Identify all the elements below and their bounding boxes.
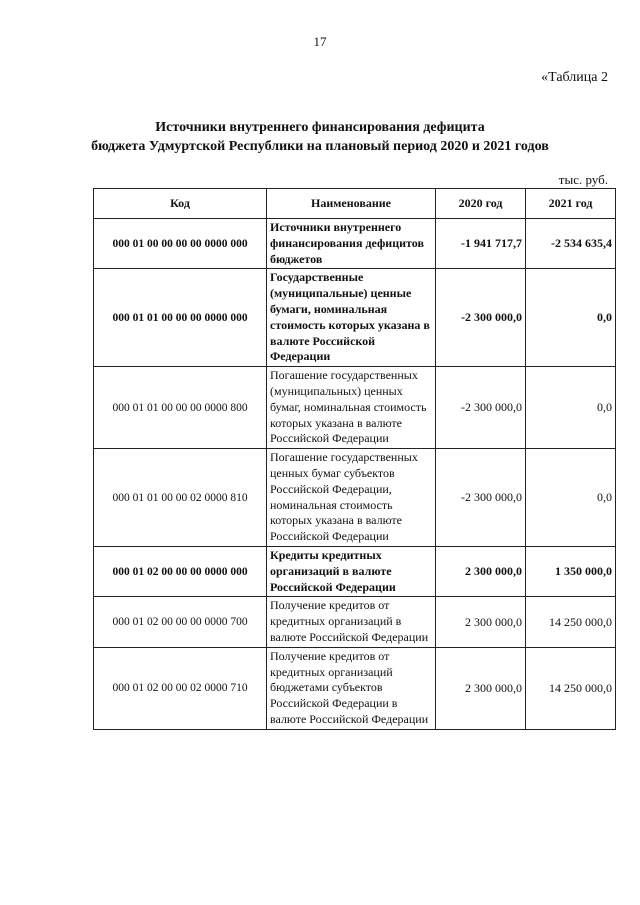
table-row [94, 367, 616, 449]
header-2021: 2021 год [526, 189, 616, 219]
title-line-1: Источники внутреннего финансирования дефицита [155, 120, 485, 135]
units-label: тыс. руб. [558, 172, 608, 187]
cell-2021: 14 250 000,0 [526, 647, 616, 729]
table-row [94, 546, 616, 596]
title-line-2: бюджета Удмуртской Республики на плановый период 2020 и 2021 годов [91, 139, 549, 154]
cell-name: Получение кредитов от кредитных организаций в валюте Российской Федерации [267, 597, 436, 647]
cell-code: 000 01 01 00 00 02 0000 810 [94, 449, 267, 547]
table-row [94, 449, 616, 547]
cell-2021: 0,0 [526, 269, 616, 367]
table-row [94, 269, 616, 367]
cell-code: 000 01 01 00 00 00 0000 800 [94, 367, 267, 449]
cell-2020: 2 300 000,0 [436, 597, 526, 647]
table-row [94, 219, 616, 269]
cell-2020: -1 941 717,7 [436, 219, 526, 269]
cell-code: 000 01 02 00 00 00 0000 700 [94, 597, 267, 647]
cell-2020: -2 300 000,0 [436, 269, 526, 367]
cell-code: 000 01 02 00 00 00 0000 000 [94, 546, 267, 596]
cell-code: 000 01 00 00 00 00 0000 000 [94, 219, 267, 269]
cell-name: Получение кредитов от кредитных организаций бюджетами субъектов Российской Федерации в валюте Российской Федерации [267, 647, 436, 729]
cell-2020: -2 300 000,0 [436, 367, 526, 449]
table-reference: «Таблица 2 [541, 70, 608, 85]
header-2020: 2020 год [436, 189, 526, 219]
cell-name: Источники внутреннего финансирования дефицитов бюджетов [267, 219, 436, 269]
header-name: Наименование [267, 189, 436, 219]
cell-2020: -2 300 000,0 [436, 449, 526, 547]
cell-2020: 2 300 000,0 [436, 647, 526, 729]
cell-2021: -2 534 635,4 [526, 219, 616, 269]
cell-code: 000 01 01 00 00 00 0000 000 [94, 269, 267, 367]
table-header-row [94, 189, 616, 219]
table-body [94, 219, 616, 730]
cell-2021: 14 250 000,0 [526, 597, 616, 647]
table-row [94, 597, 616, 647]
table-row [94, 647, 616, 729]
cell-code: 000 01 02 00 00 02 0000 710 [94, 647, 267, 729]
cell-2021: 0,0 [526, 449, 616, 547]
financing-table [93, 188, 616, 730]
cell-2021: 1 350 000,0 [526, 546, 616, 596]
cell-name: Государственные (муниципальные) ценные бумаги, номинальная стоимость которых указана в валюте Российской Федерации [267, 269, 436, 367]
cell-name: Погашение государственных ценных бумаг субъектов Российской Федерации, номинальная стоимость которых указана в валюте Российской Федерации [267, 449, 436, 547]
page-number: 17 [313, 34, 327, 49]
header-code: Код [94, 189, 267, 219]
cell-name: Кредиты кредитных организаций в валюте Российской Федерации [267, 546, 436, 596]
cell-2021: 0,0 [526, 367, 616, 449]
cell-name: Погашение государственных (муниципальных) ценных бумаг, номинальная стоимость которых указана в валюте Российской Федерации [267, 367, 436, 449]
cell-2020: 2 300 000,0 [436, 546, 526, 596]
document-title [0, 118, 640, 156]
